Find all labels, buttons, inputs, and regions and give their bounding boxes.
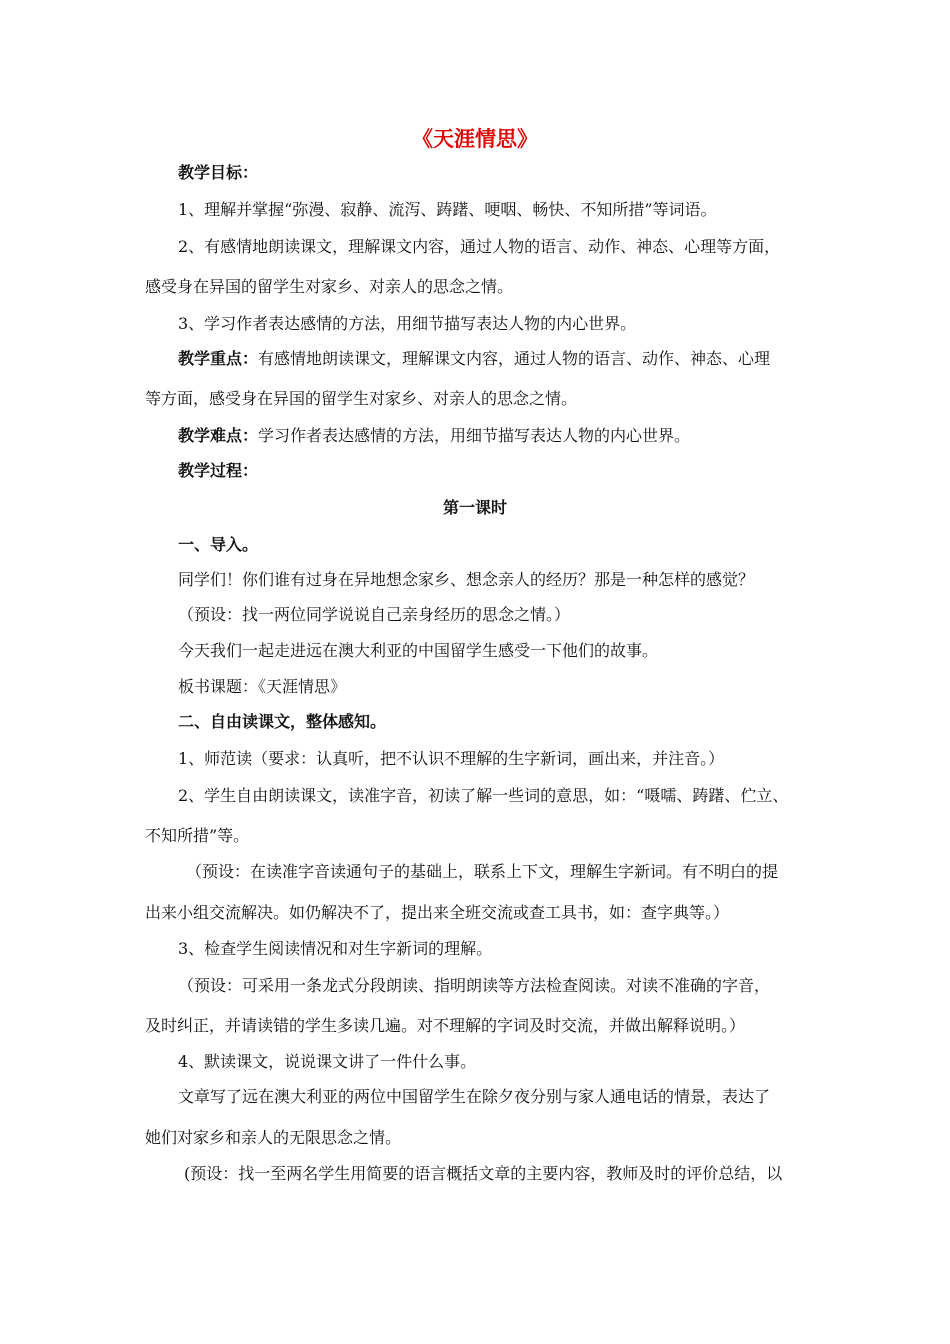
process-heading: 教学过程： (178, 461, 259, 480)
section-2-summary-line1: 文章写了远在澳大利亚的两位中国留学生在除夕夜分别与家人通电话的情景，表达了 (178, 1087, 771, 1106)
section-2-summary-line2: 她们对家乡和亲人的无限思念之情。 (145, 1128, 402, 1147)
section-2-preset-1-line1: （预设：在读准字音读通句子的基础上，联系上下文，理解生字新词。有不明白的提 (186, 862, 779, 881)
section-2-preset-2-line2: 及时纠正，并请读错的学生多读几遍。对不理解的字词及时交流，并做出解释说明。） (145, 1016, 746, 1035)
section-2-preset-3-line1: (预设：找一至两名学生用简要的语言概括文章的主要内容，教师及时的评价总结，以 (184, 1164, 783, 1183)
intro-paragraph-1: 同学们！你们谁有过身在异地想念家乡、想念亲人的经历？那是一种怎样的感觉？ (178, 570, 755, 589)
section-2-item-2-line2: 不知所措”等。 (145, 826, 250, 845)
section-2-item-1: 1、师范读（要求：认真听，把不认识不理解的生字新词，画出来，并注音。） (178, 749, 725, 768)
key-points-line2: 等方面，感受身在异国的留学生对家乡、对亲人的思念之情。 (145, 389, 578, 408)
section-2-item-4: 4、默读课文，说说课文讲了一件什么事。 (178, 1052, 477, 1071)
section-2-item-3: 3、检查学生阅读情况和对生字新词的理解。 (178, 939, 493, 958)
goal-item-1: 1、理解并掌握“弥漫、寂静、流泻、踌躇、哽咽、畅快、不知所措”等词语。 (178, 200, 717, 219)
difficulty-label: 教学难点： (178, 426, 259, 445)
section-2-item-2-line1: 2、学生自由朗读课文，读准字音，初读了解一些词的意思，如：“嗫嚅、踌躇、伫立、 (178, 786, 789, 805)
difficulty-line (178, 426, 690, 446)
lesson-heading: 第一课时 (442, 498, 507, 517)
intro-paragraph-2: （预设：找一两位同学说说自己亲身经历的思念之情。） (178, 605, 571, 624)
key-points-label: 教学重点： (178, 349, 259, 368)
goal-item-3: 3、学习作者表达感情的方法，用细节描写表达人物的内心世界。 (178, 314, 637, 333)
section-2-preset-1-line2: 出来小组交流解决。如仍解决不了，提出来全班交流或查工具书，如：查字典等。） (145, 903, 730, 922)
goal-item-2-line2: 感受身在异国的留学生对家乡、对亲人的思念之情。 (145, 277, 514, 296)
key-points-text: 有感情地朗读课文，理解课文内容，通过人物的语言、动作、神态、心理 (258, 349, 771, 368)
document-title: 《天涯情思》 (412, 126, 538, 151)
section-1-heading: 一、导入。 (178, 535, 259, 554)
difficulty-text: 学习作者表达感情的方法，用细节描写表达人物的内心世界。 (258, 426, 691, 445)
intro-paragraph-4: 板书课题：《天涯情思》 (178, 677, 347, 696)
section-2-preset-2-line1: （预设：可采用一条龙式分段朗读、指明朗读等方法检查阅读。对读不准确的字音， (178, 976, 771, 995)
key-points-line1 (178, 349, 770, 369)
intro-paragraph-3: 今天我们一起走进远在澳大利亚的中国留学生感受一下他们的故事。 (178, 641, 659, 660)
goal-item-2-line1: 2、有感情地朗读课文，理解课文内容，通过人物的语言、动作、神态、心理等方面， (178, 237, 781, 256)
section-2-heading: 二、自由读课文，整体感知。 (178, 712, 387, 731)
goals-heading: 教学目标： (178, 163, 259, 182)
